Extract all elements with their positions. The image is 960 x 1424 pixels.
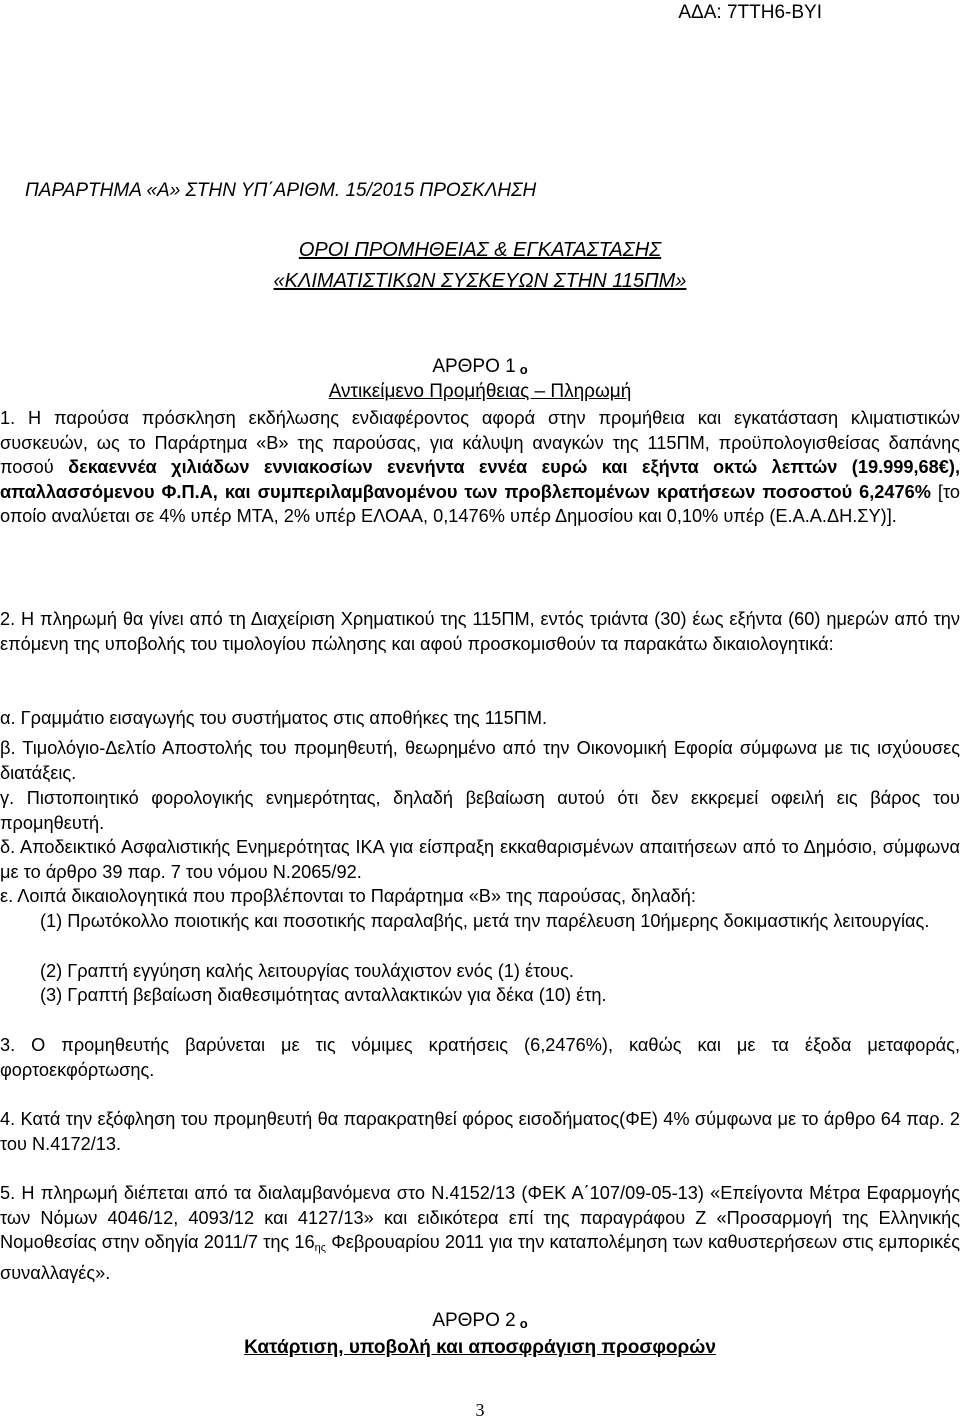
article-2-heading [0,1310,960,1332]
article-2-subheading: Κατάρτιση, υποβολή και αποσφράγιση προσφορών [244,1337,716,1358]
paragraph-5 [0,1181,960,1285]
article-1-subheading: Αντικείμενο Προμήθειας – Πληρωμή [328,381,632,402]
article-2-number: ΑΡΘΡΟ 2 [432,1310,516,1331]
item-e-2: (2) Γραπτή εγγύηση καλής λειτουργίας τουλάχιστον ενός (1) έτους. [40,961,574,981]
paragraph-1-text-a: 1. Η παρούσα πρόσκληση εκδήλωσης ενδιαφέροντος αφορά στην προμήθεια και εγκατάσταση κλιματιστικών συσκευών, ως το Παράρτημα «Β» της παρούσας, για κάλυψη αναγκών της 115ΠΜ, προϋπολογισθείσας δαπάνης ποσού [0,408,960,478]
document-title-line-2: «ΚΛΙΜΑΤΙΣΤΙΚΩΝ ΣΥΣΚΕΥΩΝ ΣΤΗΝ 115ΠΜ» [273,270,687,292]
paragraph-4: 4. Κατά την εξόφληση του προμηθευτή θα παρακρατηθεί φόρος εισοδήματος(ΦΕ) 4% σύμφωνα με το άρθρο 64 παρ. 2 του Ν.4172/13. [0,1109,960,1154]
item-d: δ. Αποδεικτικό Ασφαλιστικής Ενημερότητας ΙΚΑ για είσπραξη εκκαθαρισμένων απαιτήσεων από το Δημόσιο, σύμφωνα με το άρθρο 39 παρ. 7 του νόμου Ν.2065/92. [0,837,960,882]
article-1-number: ΑΡΘΡΟ 1 [432,356,516,377]
paragraph-2: 2. Η πληρωμή θα γίνει από τη Διαχείριση Χρηματικού της 115ΠΜ, εντός τριάντα (30) έως εξήντα (60) ημερών από την επόμενη της υποβολής του τιμολογίου πώλησης και αφού προσκομισθούν τα παρακάτω δικαιολογητικά: [0,609,960,654]
paragraph-1-text-c: [το οποίο αναλύεται σε 4% υπέρ ΜΤΑ, 2% υπέρ ΕΛΟΑΑ, 0,1476% υπέρ Δημοσίου και 0,10% υπέρ (Ε.Α.Α.ΔΗ.ΣΥ)]. [0,481,960,527]
page-number: 3 [475,1400,485,1420]
item-e-1-text: (1) Πρωτόκολλο ποιοτικής και ποσοτικής παραλαβής, μετά την παρέλευση 10ήμερης δοκιμαστικής λειτουργίας. [40,911,930,931]
item-c: γ. Πιστοποιητικό φορολογικής ενημερότητας, δηλαδή βεβαίωση αυτού ότι δεν εκκρεμεί οφειλή εις βάρος του προμηθευτή. [0,788,960,833]
document-title-line-1: ΟΡΟΙ ΠΡΟΜΗΘΕΙΑΣ & ΕΓΚΑΤΑΣΤΑΣΗΣ [298,239,662,261]
article-1-ordinal: ο [519,362,528,377]
paragraph-1 [0,406,960,529]
paragraph-5-ordinal-suffix: ης [314,1242,327,1255]
annex-title: ΠΑΡΑΡΤΗΜΑ «Α» ΣΤΗΝ ΥΠ΄ΑΡΙΘΜ. 15/2015 ΠΡΟΣΚΛΗΣΗ [25,180,537,201]
item-a: α. Γραμμάτιο εισαγωγής του συστήματος στις αποθήκες της 115ΠΜ. [0,708,548,728]
paragraph-5-text-b: Φεβρουαρίου 2011 για την καταπολέμηση των καθυστερήσεων στις εμπορικές συναλλαγές». [0,1232,960,1283]
paragraph-3: 3. Ο προμηθευτής βαρύνεται με τις νόμιμες κρατήσεις (6,2476%), καθώς και με τα έξοδα μεταφοράς, φορτοεκφόρτωσης. [0,1035,960,1080]
item-e: ε. Λοιπά δικαιολογητικά που προβλέπονται το Παράρτημα «Β» της παρούσας, δηλαδή: [0,886,696,906]
ada-code: ΑΔΑ: 7ΤΤΗ6-ΒΥΙ [678,2,822,23]
paragraph-5-text-a: 5. Η πληρωμή διέπεται από τα διαλαμβανόμενα στο Ν.4152/13 (ΦΕΚ Α΄107/09-05-13) «Επείγοντα Μέτρα Εφαρμογής των Νόμων 4046/12, 4093/12 και 4127/13» και ειδικότερα επί της παραγράφου Ζ «Προσαρμογή της Ελληνικής Νομοθεσίας στην οδηγία 2011/7 της 16 [0,1183,960,1253]
article-1-heading [0,356,960,378]
item-e-1 [0,909,960,934]
paragraph-1-text-bold: δεκαεννέα χιλιάδων εννιακοσίων ενενήντα εννέα ευρώ και εξήντα οκτώ λεπτών (19.999,68€), απαλλασσόμενου Φ.Π.Α, και συμπεριλαμβανομένου των προβλεπομένων κρατήσεων ποσοστού 6,2476% [0,457,960,502]
item-e-3: (3) Γραπτή βεβαίωση διαθεσιμότητας ανταλλακτικών για δέκα (10) έτη. [40,985,607,1005]
item-b: β. Τιμολόγιο-Δελτίο Αποστολής του προμηθευτή, θεωρημένο από την Οικονομική Εφορία σύμφωνα με τις ισχύουσες διατάξεις. [0,738,960,783]
article-2-ordinal: ο [519,1316,528,1331]
